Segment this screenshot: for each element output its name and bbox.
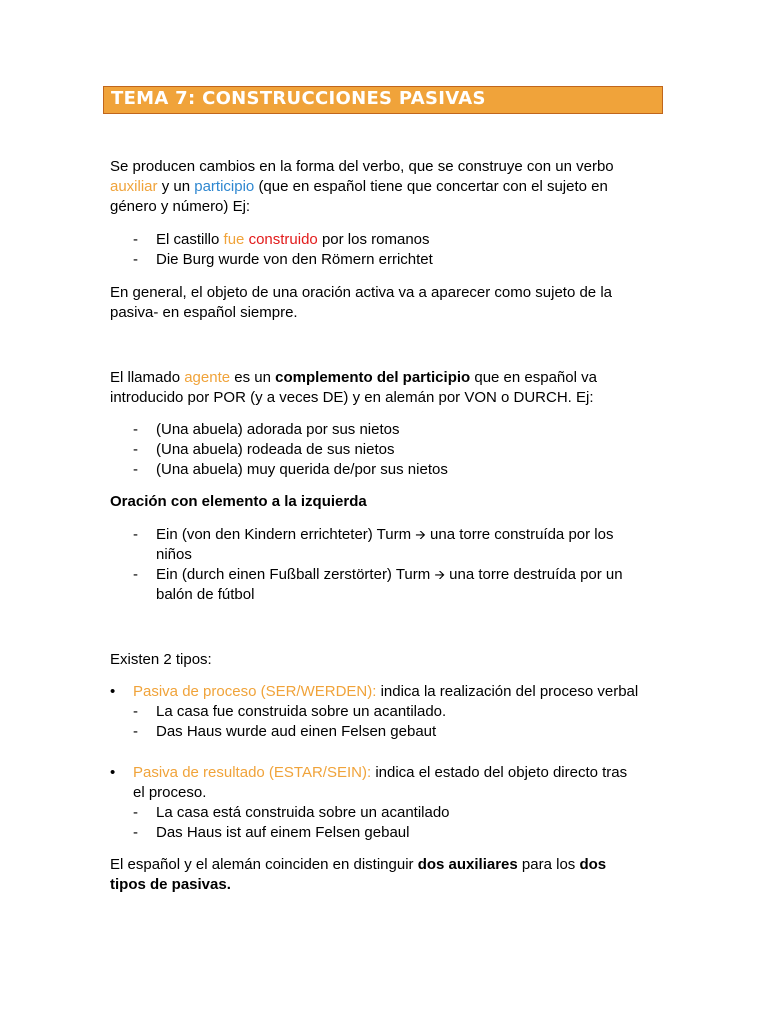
example-construido: construido bbox=[248, 231, 318, 248]
list-item-text bbox=[156, 525, 658, 546]
intro-line-2 bbox=[110, 177, 658, 197]
list-item-text: La casa está construida sobre un acantilado bbox=[156, 804, 450, 821]
list-item-text bbox=[156, 230, 658, 250]
oracion-pre: Ein (durch einen Fußball zerstörter) Turm bbox=[156, 566, 431, 583]
intro-text-3: género y número) Ej: bbox=[110, 198, 251, 215]
agente-pre: El llamado bbox=[110, 369, 181, 386]
intro-text-2: (que en español tiene que concertar con el sujeto en bbox=[258, 178, 608, 195]
section-heading bbox=[110, 492, 658, 512]
oracion-line2: balón de fútbol bbox=[156, 586, 255, 603]
bullet-text bbox=[133, 682, 658, 702]
tipos-intro-text: Existen 2 tipos: bbox=[110, 651, 212, 668]
agente-post: que en español va bbox=[474, 369, 597, 386]
dash-marker: - bbox=[133, 441, 138, 458]
tipo2-desc: indica el estado del objeto directo tras bbox=[375, 764, 628, 781]
intro-line-3 bbox=[110, 197, 658, 217]
agente-text-2: introducido por POR (y a veces DE) y en alemán por VON o DURCH. Ej: bbox=[110, 389, 594, 406]
intro-line-1 bbox=[110, 157, 658, 177]
tipo1-desc: indica la realización del proceso verbal bbox=[380, 683, 639, 700]
list-item-text: (Una abuela) rodeada de sus nietos bbox=[156, 441, 395, 458]
page-title: TEMA 7: CONSTRUCCIONES PASIVAS bbox=[111, 88, 486, 109]
conclusion-bold1: dos auxiliares bbox=[417, 856, 518, 873]
arrow-icon: 🡪 bbox=[434, 568, 445, 583]
list-item-text: Das Haus wurde aud einen Felsen gebaut bbox=[156, 723, 437, 740]
oracion-post: una torre construída por los bbox=[430, 526, 614, 543]
conclusion-bold3: tipos de pasivas. bbox=[110, 876, 231, 893]
participio-term: participio bbox=[194, 178, 255, 195]
title-banner bbox=[103, 86, 663, 114]
general-line-2 bbox=[110, 303, 658, 323]
agente-term: agente bbox=[184, 369, 231, 386]
oracion-line2: niños bbox=[156, 546, 192, 563]
dash-marker: - bbox=[133, 461, 138, 478]
list-item-text: (Una abuela) muy querida de/por sus nietos bbox=[156, 461, 448, 478]
dash-marker: - bbox=[133, 804, 138, 821]
conclusion-line-1 bbox=[110, 855, 658, 875]
example-post: por los romanos bbox=[321, 231, 430, 248]
conclusion-bold2: dos bbox=[579, 856, 607, 873]
example-fue: fue bbox=[223, 231, 245, 248]
agente-line-2 bbox=[110, 388, 658, 408]
dash-marker: - bbox=[133, 251, 138, 268]
dash-marker: - bbox=[133, 723, 138, 740]
tipo2-cont: el proceso. bbox=[133, 784, 207, 801]
tipo2-label: Pasiva de resultado (ESTAR/SEIN): bbox=[133, 764, 372, 781]
list-item-text bbox=[156, 565, 658, 586]
dash-marker: - bbox=[133, 526, 138, 543]
dash-marker: - bbox=[133, 421, 138, 438]
bullet-icon: • bbox=[110, 683, 116, 700]
oracion-pre: Ein (von den Kindern errichteter) Turm bbox=[156, 526, 412, 543]
tipos-intro bbox=[110, 650, 658, 670]
general-text-1: En general, el objeto de una oración activa va a aparecer como sujeto de la bbox=[110, 284, 612, 301]
intro-connector: y un bbox=[161, 178, 191, 195]
list-item-text: (Una abuela) adorada por sus nietos bbox=[156, 421, 400, 438]
bullet-text bbox=[133, 763, 658, 783]
agente-mid: es un bbox=[234, 369, 271, 386]
arrow-icon: 🡪 bbox=[415, 528, 426, 543]
general-text-2: pasiva- en español siempre. bbox=[110, 304, 298, 321]
intro-text-1: Se producen cambios en la forma del verbo, que se construye con un verbo bbox=[110, 158, 614, 175]
dash-marker: - bbox=[133, 566, 138, 583]
conclusion-mid: para los bbox=[521, 856, 576, 873]
tipo1-label: Pasiva de proceso (SER/WERDEN): bbox=[133, 683, 377, 700]
list-item-text: Das Haus ist auf einem Felsen gebaul bbox=[156, 824, 410, 841]
oracion-heading: Oración con elemento a la izquierda bbox=[110, 493, 367, 510]
bullet-icon: • bbox=[110, 764, 116, 781]
dash-marker: - bbox=[133, 231, 138, 248]
oracion-post: una torre destruída por un bbox=[449, 566, 623, 583]
list-item-text: La casa fue construida sobre un acantilado. bbox=[156, 703, 447, 720]
dash-marker: - bbox=[133, 824, 138, 841]
general-line-1 bbox=[110, 283, 658, 303]
conclusion-line-2 bbox=[110, 875, 658, 895]
list-item-text: Die Burg wurde von den Römern errichtet bbox=[156, 251, 433, 268]
example-pre: El castillo bbox=[156, 231, 220, 248]
agente-line-1 bbox=[110, 368, 658, 388]
conclusion-pre: El español y el alemán coinciden en distinguir bbox=[110, 856, 414, 873]
auxiliar-term: auxiliar bbox=[110, 178, 158, 195]
dash-marker: - bbox=[133, 703, 138, 720]
agente-bold: complemento del participio bbox=[275, 369, 471, 386]
